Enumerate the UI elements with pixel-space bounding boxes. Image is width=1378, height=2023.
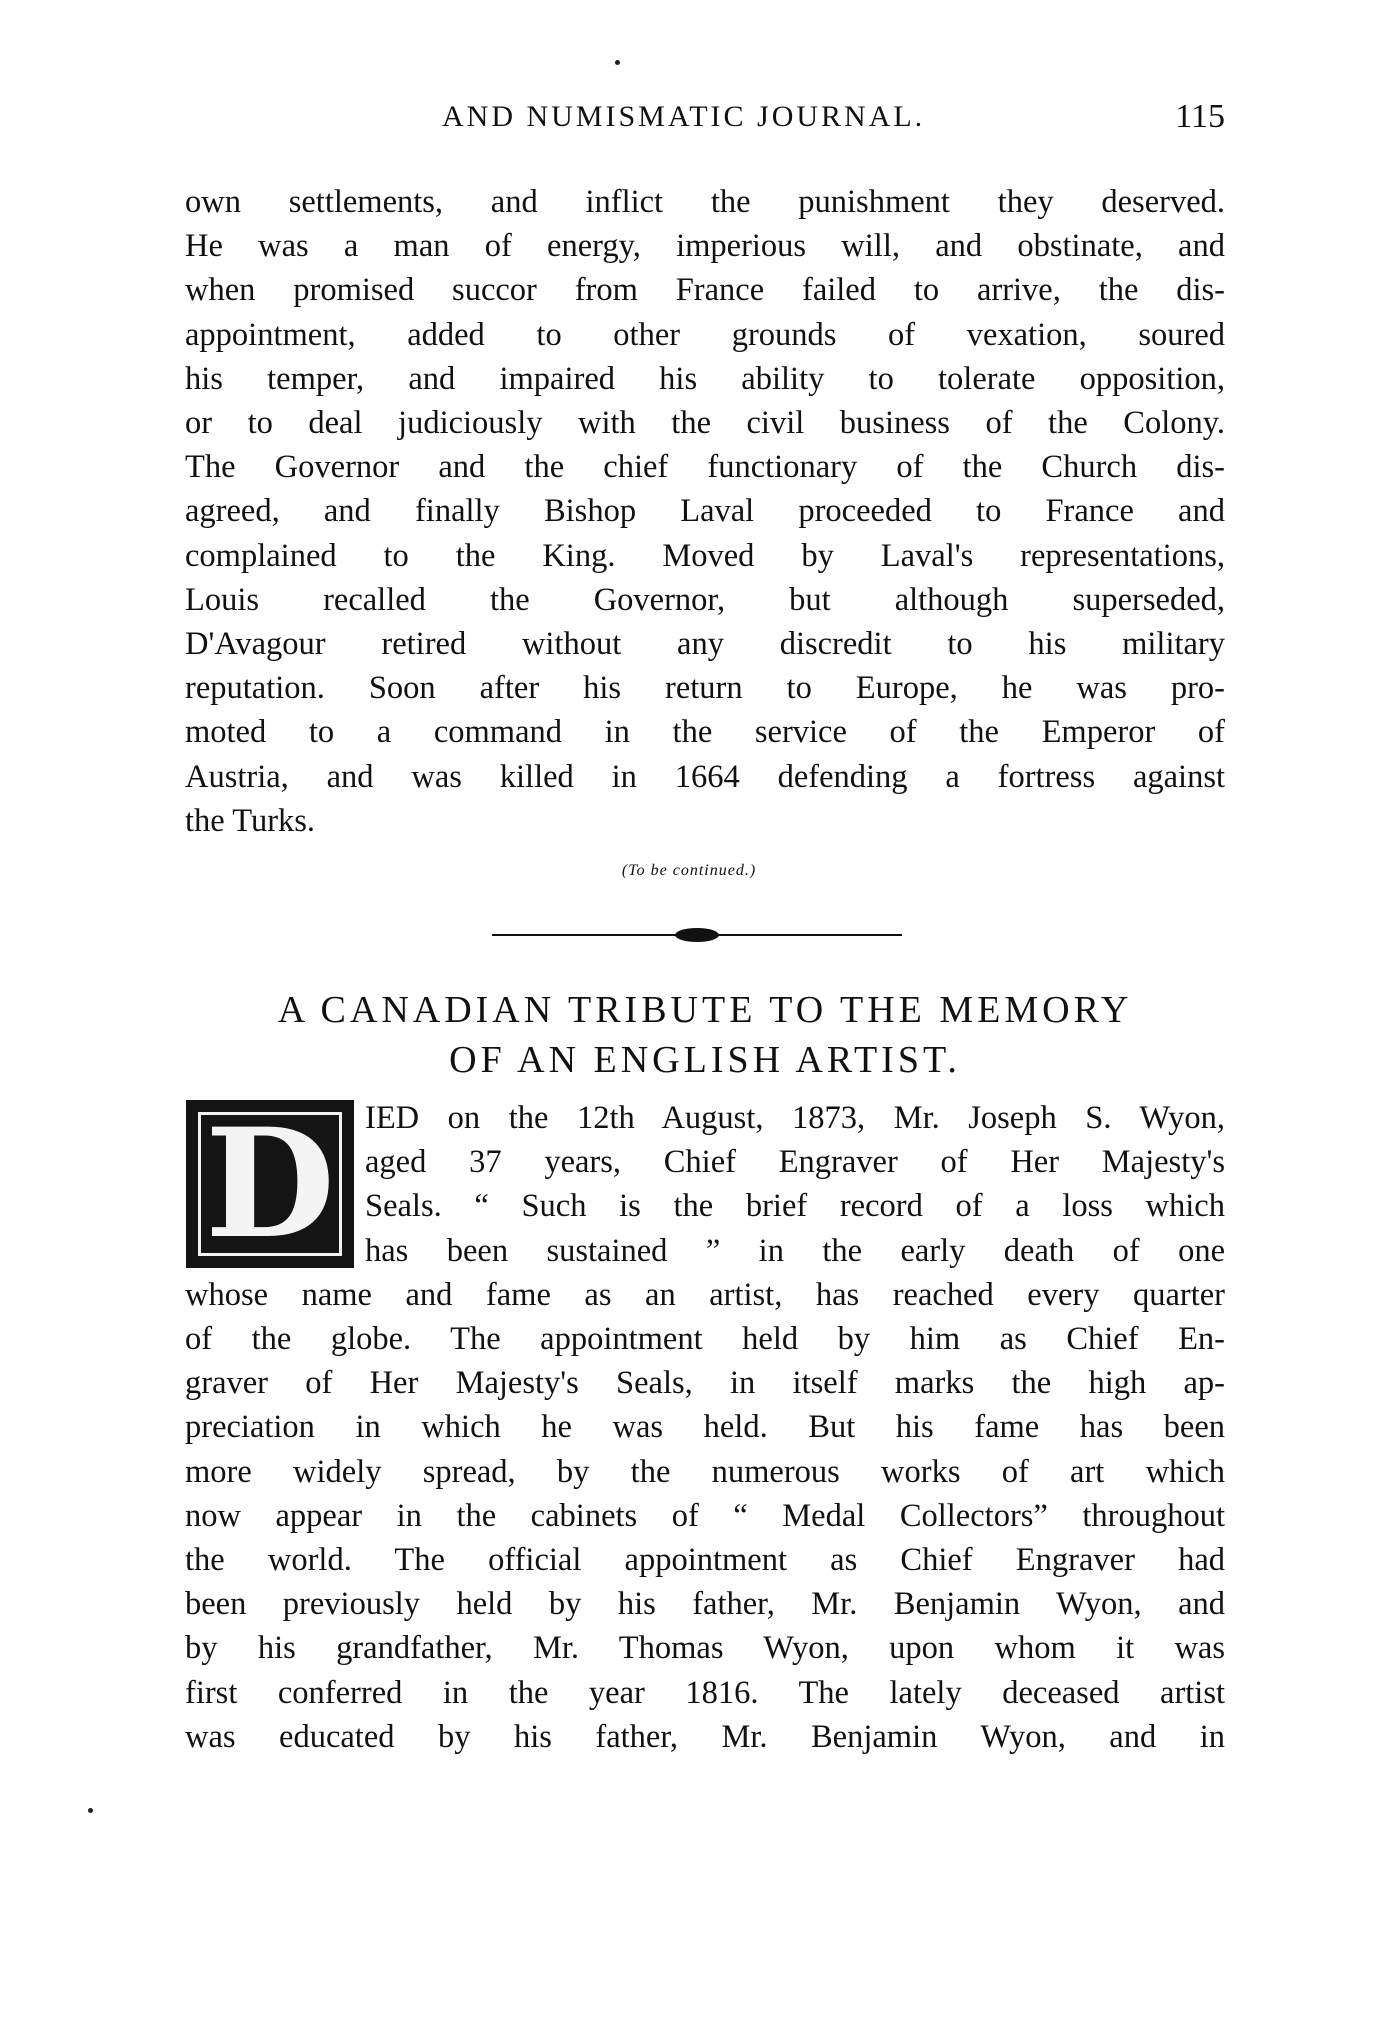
text-line: own settlements, and inflict the punishment they deserved. <box>185 184 1225 220</box>
text-line: Louis recalled the Governor, but although superseded, <box>185 581 1225 618</box>
text-line: was educated by his father, Mr. Benjamin Wyon, and in <box>185 1718 1225 1755</box>
article2-title <box>185 985 1225 1085</box>
text-line: appointment, added to other grounds of vexation, soured <box>185 316 1225 353</box>
text-line: of the globe. The appointment held by him as Chief En- <box>185 1321 1225 1358</box>
ink-dot-margin <box>88 1808 93 1813</box>
text-line: The Governor and the chief functionary of the Church dis- <box>185 449 1225 486</box>
running-head: AND NUMISMATIC JOURNAL. <box>442 100 926 133</box>
divider-ornament <box>675 928 719 942</box>
page-number: 115 <box>1175 98 1225 135</box>
text-line: moted to a command in the service of the Emperor of <box>185 714 1225 751</box>
text-line: aged 37 years, Chief Engraver of Her Majesty's <box>365 1144 1225 1181</box>
text-line: D'Avagour retired without any discredit to his military <box>185 626 1225 663</box>
text-line: the world. The official appointment as Chief Engraver had <box>185 1542 1225 1579</box>
text-line: by his grandfather, Mr. Thomas Wyon, upon whom it was <box>185 1630 1225 1667</box>
text-line: agreed, and finally Bishop Laval proceeded to France and <box>185 493 1225 530</box>
page-header <box>185 100 1225 150</box>
text-line: been previously held by his father, Mr. Benjamin Wyon, and <box>185 1586 1225 1623</box>
ink-dot-top <box>615 60 620 65</box>
text-line: reputation. Soon after his return to Europe, he was pro- <box>185 670 1225 707</box>
article1-body <box>185 180 1225 843</box>
section-divider <box>492 928 902 942</box>
drop-cap-letter: D <box>204 1096 336 1272</box>
text-line: more widely spread, by the numerous works of art which <box>185 1453 1225 1490</box>
text-line: when promised succor from France failed to arrive, the dis- <box>185 272 1225 309</box>
continued-note: (To be continued.) <box>621 862 757 879</box>
title-line-1: A CANADIAN TRIBUTE TO THE MEMORY <box>277 989 1133 1031</box>
text-line: graver of Her Majesty's Seals, in itself marks the high ap- <box>185 1365 1225 1402</box>
text-line: Seals. “ Such is the brief record of a loss which <box>365 1188 1225 1225</box>
text-line: now appear in the cabinets of “ Medal Collectors” throughout <box>185 1497 1225 1534</box>
text-line: complained to the King. Moved by Laval's representations, <box>185 537 1225 574</box>
text-line: has been sustained ” in the early death of one <box>365 1232 1225 1269</box>
text-line: his temper, and impaired his ability to tolerate opposition, <box>185 360 1225 397</box>
article2-body <box>185 1096 1225 1759</box>
text-line: Austria, and was killed in 1664 defending a fortress against <box>185 758 1225 795</box>
text-line: or to deal judiciously with the civil business of the Colony. <box>185 405 1225 442</box>
text-line: IED on the 12th August, 1873, Mr. Joseph S. Wyon, <box>365 1100 1225 1136</box>
text-line: first conferred in the year 1816. The lately deceased artist <box>185 1674 1225 1711</box>
text-line: whose name and fame as an artist, has reached every quarter <box>185 1276 1225 1313</box>
text-line: He was a man of energy, imperious will, and obstinate, and <box>185 228 1225 265</box>
text-line: the Turks. <box>185 802 316 839</box>
text-line: preciation in which he was held. But his fame has been <box>185 1409 1225 1446</box>
title-line-2: OF AN ENGLISH ARTIST. <box>449 1039 961 1081</box>
